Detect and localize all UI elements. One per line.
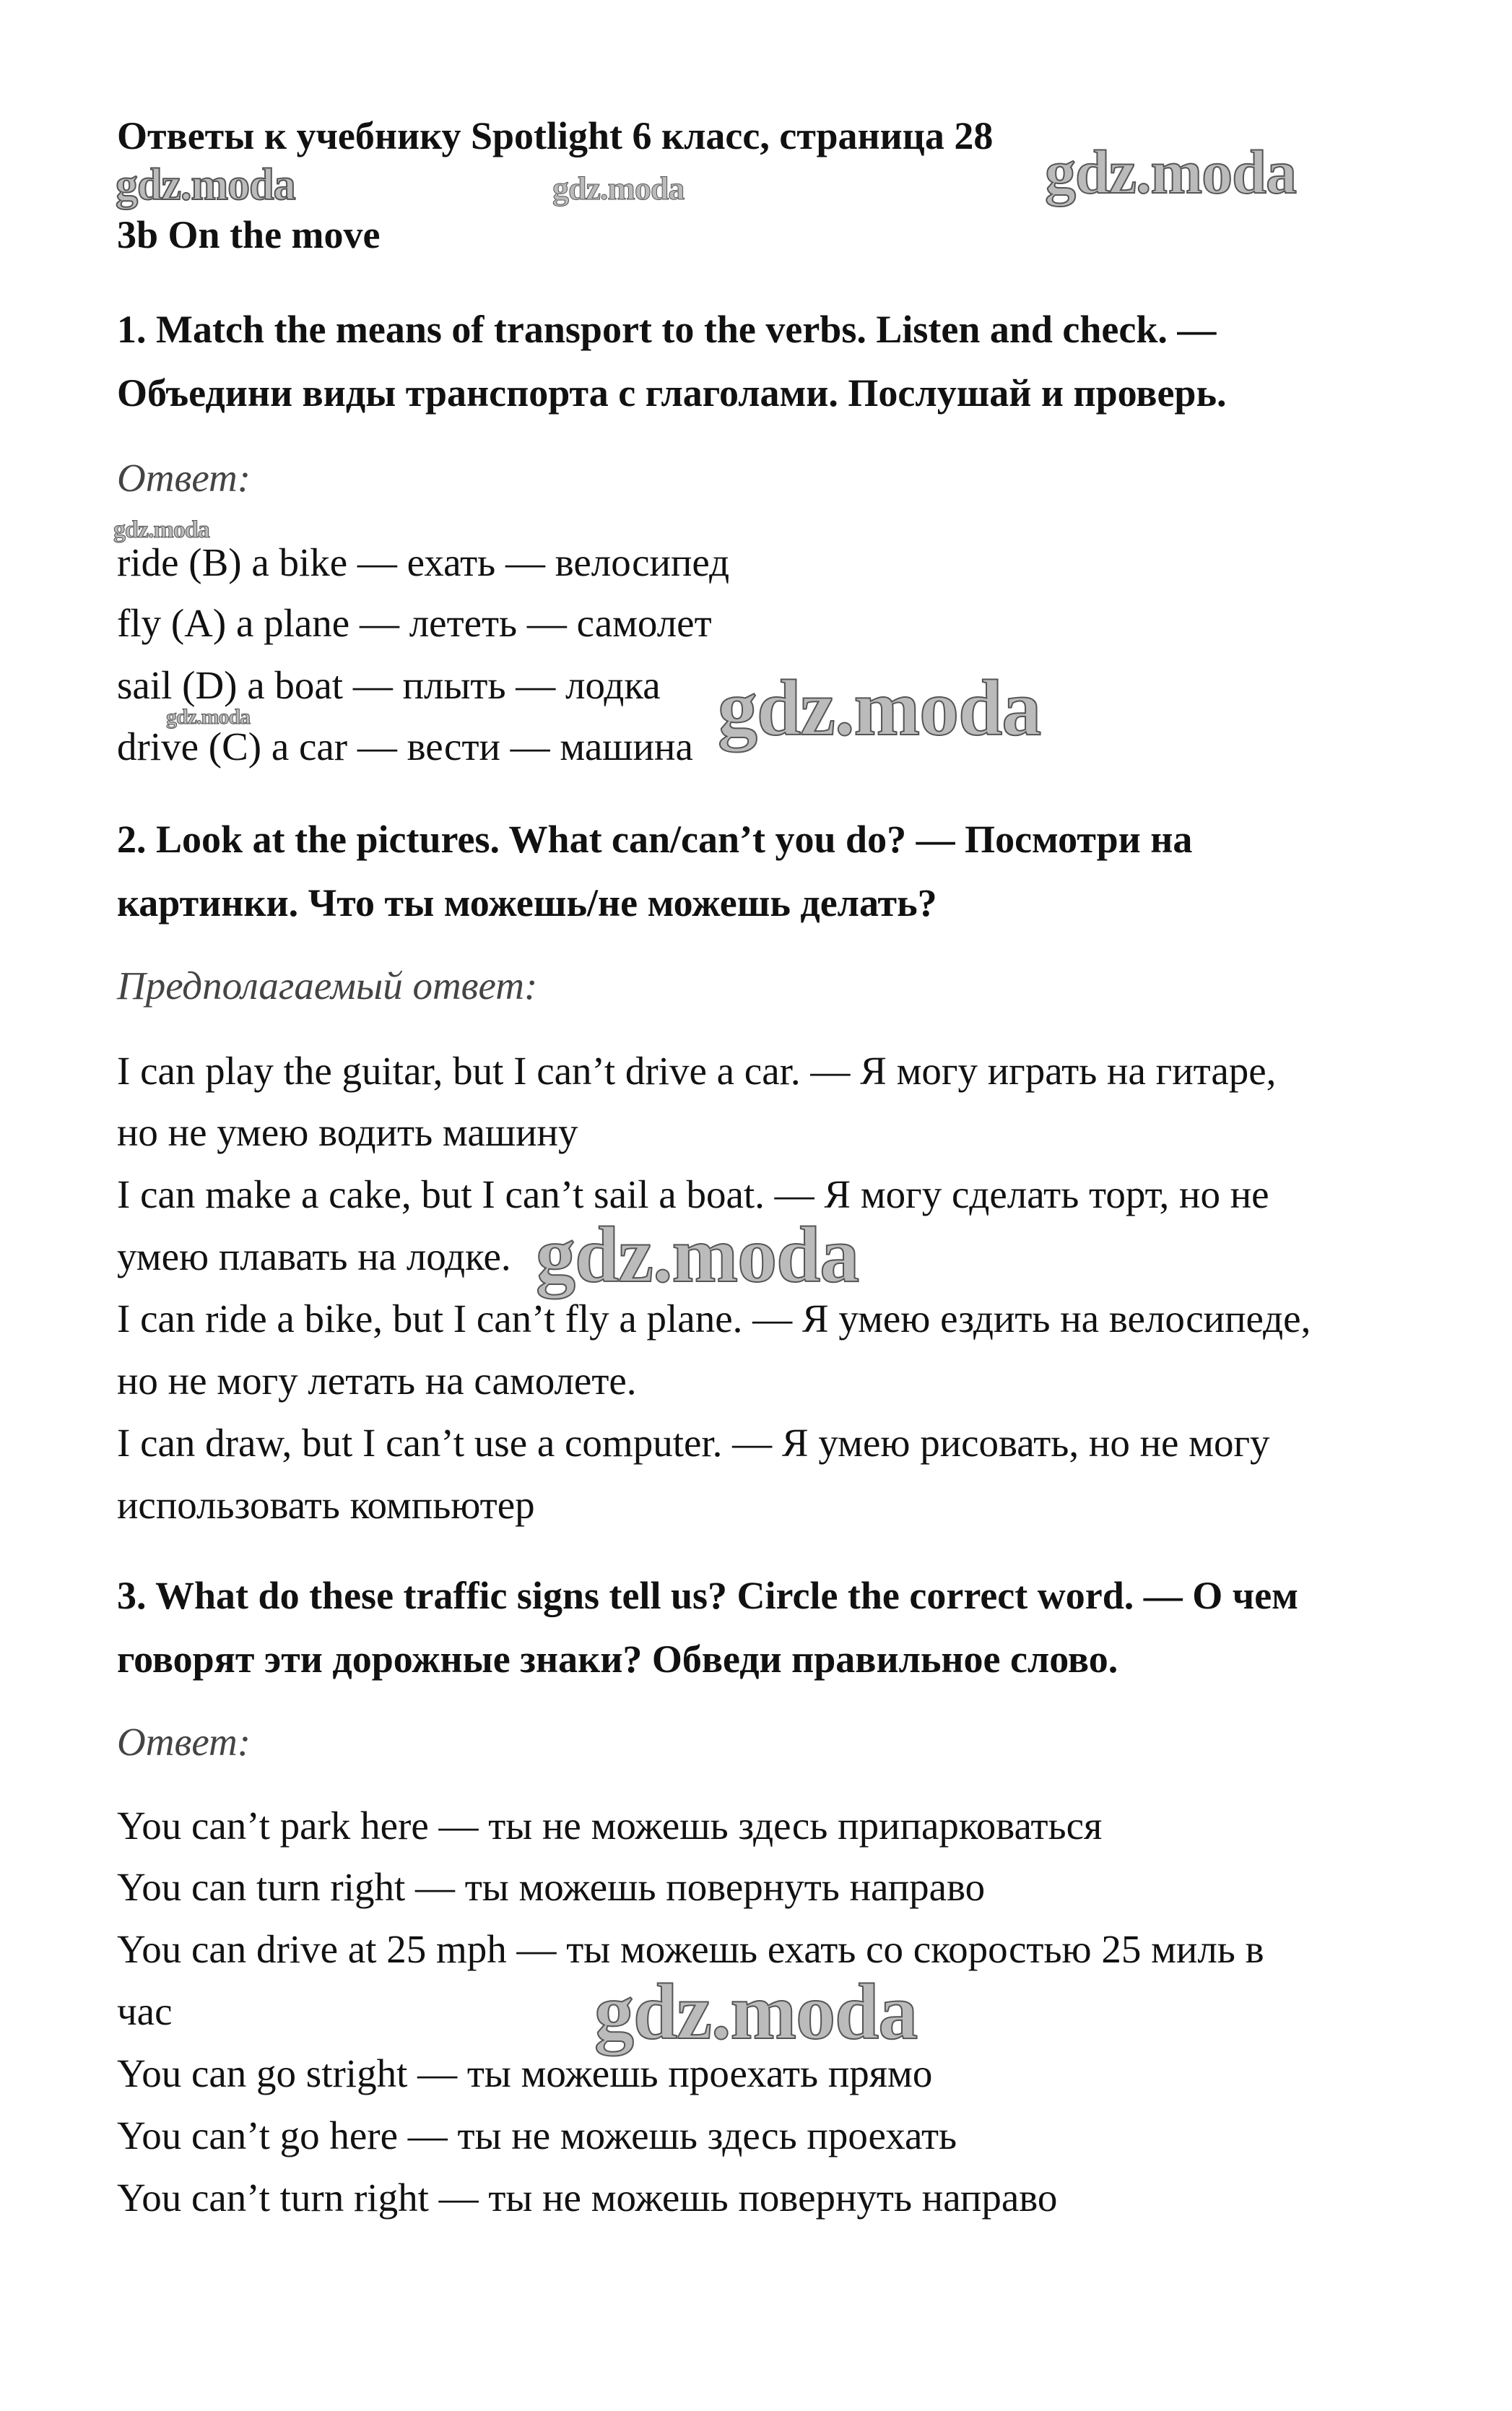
answer-line: You can drive at 25 mph — ты можешь ехать со скоростью 25 миль в	[117, 1927, 1264, 1971]
watermark: gdz.moda	[718, 664, 1041, 752]
watermark: gdz.moda	[1045, 137, 1296, 207]
exercise-3-title: говорят эти дорожные знаки? Обведи правильное слово.	[117, 1637, 1118, 1681]
page-title: Ответы к учебнику Spotlight 6 класс, страница 28	[117, 114, 994, 157]
answer-line: fly (A) a plane — лететь — самолет	[117, 601, 712, 645]
answer-label: Предполагаемый ответ:	[117, 964, 538, 1008]
answer-line: I can make a cake, but I can’t sail a boat. — Я могу сделать торт, но не	[117, 1172, 1269, 1216]
exercise-1-title: Объедини виды транспорта с глаголами. Послушай и проверь.	[117, 371, 1227, 415]
answer-line: ride (B) a bike — ехать — велосипед	[117, 540, 730, 584]
answer-line: sail (D) a boat — плыть — лодка	[117, 663, 661, 707]
answer-line: You can’t go here — ты не можешь здесь проехать	[117, 2113, 957, 2157]
watermark: gdz.moda	[536, 1211, 859, 1299]
answer-line: час	[117, 1989, 173, 2033]
watermark: gdz.moda	[113, 516, 209, 543]
watermark: gdz.moda	[166, 705, 251, 729]
exercise-2-title: 2. Look at the pictures. What can/can’t you do? — Посмотри на	[117, 818, 1193, 861]
answer-line: I can ride a bike, but I can’t fly a plane. — Я умею ездить на велосипеде,	[117, 1297, 1311, 1341]
section-title: 3b On the move	[117, 213, 381, 256]
answer-label: Ответ:	[117, 456, 251, 500]
answer-line: You can’t park here — ты не можешь здесь припарковаться	[117, 1804, 1103, 1848]
answer-line: I can draw, but I can’t use a computer. — Я умею рисовать, но не могу	[117, 1421, 1270, 1465]
answer-line: умею плавать на лодке.	[117, 1234, 511, 1278]
answer-line: You can’t turn right — ты не можешь повернуть направо	[117, 2176, 1058, 2220]
answer-line: но не умею водить машину	[117, 1110, 578, 1154]
answer-line: You can go stright — ты можешь проехать прямо	[117, 2051, 933, 2095]
exercise-1-title: 1. Match the means of transport to the verbs. Listen and check. —	[117, 308, 1217, 351]
answer-line: использовать компьютер	[117, 1483, 535, 1527]
exercise-3-title: 3. What do these traffic signs tell us? Circle the correct word. — О чем	[117, 1574, 1298, 1617]
watermark: gdz.moda	[594, 1968, 918, 2056]
answer-line: но не могу летать на самолете.	[117, 1359, 637, 1403]
answer-line: I can play the guitar, but I can’t drive a car. — Я могу играть на гитаре,	[117, 1049, 1277, 1093]
watermark: gdz.moda	[552, 170, 685, 207]
answer-line: drive (C) a car — вести — машина	[117, 724, 693, 769]
watermark: gdz.moda	[116, 160, 295, 209]
answer-line: You can turn right — ты можешь повернуть направо	[117, 1865, 986, 1909]
answer-label: Ответ:	[117, 1720, 251, 1764]
exercise-2-title: картинки. Что ты можешь/не можешь делать?	[117, 881, 937, 925]
